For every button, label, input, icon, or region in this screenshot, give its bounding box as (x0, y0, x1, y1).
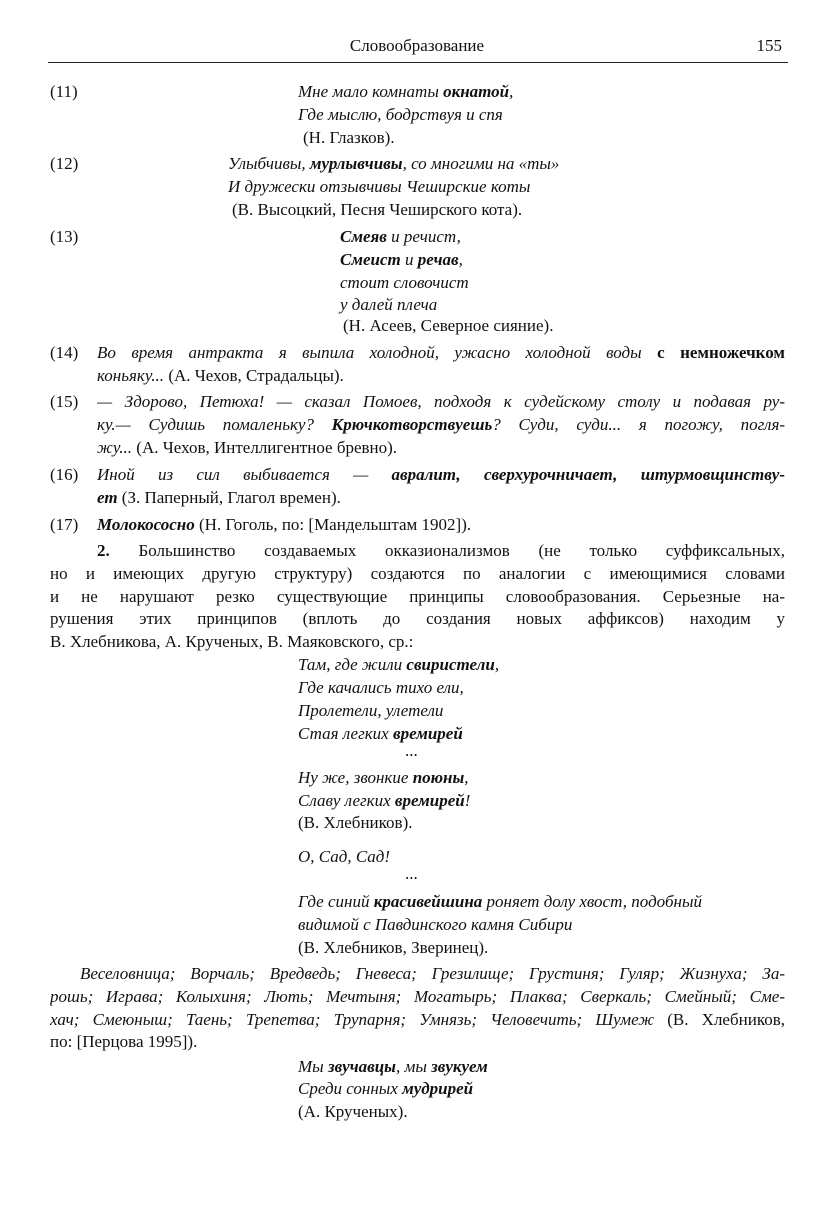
text-segment: стоит словочист (340, 273, 469, 292)
text-segment: , (458, 250, 463, 269)
text-line (298, 846, 390, 868)
text-line (97, 414, 785, 436)
text-line (50, 1031, 197, 1053)
text-line (298, 790, 470, 812)
text-line (340, 249, 463, 271)
text-line (298, 1101, 408, 1123)
emphasized-word: Крючкотворствуешь (331, 415, 493, 434)
text-line (303, 127, 395, 149)
emphasized-word: времирей (394, 791, 465, 810)
text-line (298, 700, 443, 722)
text-line (340, 226, 461, 248)
text-segment: (Н. Гоголь, по: [Мандельштам 1902]). (194, 515, 472, 534)
text-segment: коньяку... (97, 366, 169, 385)
text-segment: (В. Хлебников). (298, 813, 413, 832)
text-segment: хач; Смеюныш; Таень; Трепетва; Трупарня; Умнязь; Человечить; Шумеж (50, 1010, 655, 1029)
text-segment: , (509, 82, 514, 101)
text-line (405, 740, 418, 762)
emphasized-word: красивейшина (373, 892, 483, 911)
example-number: (13) (50, 227, 79, 246)
text-segment: Мы (298, 1057, 328, 1076)
emphasized-word: мудрирей (402, 1079, 474, 1098)
emphasized-word: Молокососно (97, 515, 195, 534)
example-number: (16) (50, 465, 79, 484)
text-line (50, 1009, 785, 1031)
example-number: (14) (50, 343, 79, 362)
text-line (80, 963, 785, 985)
text-segment: В. Хлебникова, А. Крученых, В. Маяковского, ср.: (50, 632, 414, 651)
text-line (228, 176, 530, 198)
text-line (298, 812, 412, 834)
text-line (298, 677, 464, 699)
text-line (298, 723, 463, 745)
text-segment: по: [Перцова 1995]). (50, 1032, 198, 1051)
running-title: Словообразование (349, 36, 485, 55)
text-line (340, 272, 469, 294)
header-rule (48, 62, 788, 63)
text-line (228, 153, 559, 175)
text-line (97, 540, 785, 562)
text-segment: ... (405, 741, 418, 760)
emphasized-word: окнатой (443, 82, 510, 101)
emphasized-word: авралит, сверхурочничает, штурмовщинству- (391, 465, 785, 484)
text-segment: О, Сад, Сад! (298, 847, 391, 866)
emphasized-word: звучавцы (327, 1057, 396, 1076)
text-line (298, 767, 469, 789)
example-number: (15) (50, 392, 79, 411)
text-segment: Пролетели, улетели (298, 701, 444, 720)
text-line (50, 608, 785, 630)
text-segment: , (464, 768, 469, 787)
text-segment: И дружески отзывчивы Чеширские коты (228, 177, 531, 196)
text-segment: и речист, (386, 227, 461, 246)
text-segment: и (400, 250, 418, 269)
text-segment: роняет долу хвост, подобный (482, 892, 702, 911)
text-segment: Где синий (298, 892, 374, 911)
emphasized-word: Смеист (340, 250, 401, 269)
text-line (298, 1056, 488, 1078)
text-segment: (А. Чехов, Страдальцы). (168, 366, 344, 385)
text-line (97, 365, 344, 387)
text-segment: Веселовница; Ворчаль; Вредведь; Гневеса; Грезилище; Грустиня; Гуляр; Жизнуха; За- (80, 964, 785, 983)
text-line (298, 104, 503, 126)
text-segment: Где мыслю, бодрствуя и спя (298, 105, 503, 124)
example-number: (17) (50, 515, 79, 534)
emphasized-word: времирей (392, 724, 463, 743)
text-segment: Где качались тихо ели, (298, 678, 464, 697)
text-line (50, 986, 785, 1008)
text-segment: Во время антракта я выпила холодной, ужасно холодной воды (97, 343, 658, 362)
text-segment: Среди сонных (298, 1079, 403, 1098)
text-line (298, 1078, 473, 1100)
emphasized-word: 2. (97, 541, 110, 560)
text-segment: и не нарушают резко существующие принципы словообразования. Серьезные на- (50, 587, 785, 606)
text-line (50, 631, 413, 653)
text-segment: Стая легких (298, 724, 393, 743)
emphasized-word: речав (417, 250, 459, 269)
text-segment: Иной из сил выбивается — (97, 465, 392, 484)
emphasized-word: поюны (412, 768, 465, 787)
text-segment: (З. Паперный, Глагол времен). (117, 488, 341, 507)
text-segment: жу... (97, 438, 137, 457)
text-segment: (Н. Асеев, Северное сияние). (343, 316, 554, 335)
text-line (340, 294, 437, 316)
text-segment: , (494, 655, 500, 674)
text-line (232, 199, 522, 221)
text-segment: (А. Чехов, Интеллигентное бревно). (136, 438, 398, 457)
example-number: (12) (50, 154, 79, 173)
text-segment: видимой с Павдинского камня Сибири (298, 915, 573, 934)
text-segment: , мы (395, 1057, 432, 1076)
text-line (50, 563, 785, 585)
text-segment: — Здорово, Петюха! — сказал Помоев, подходя к судейскому столу и подавая ру- (97, 392, 785, 411)
text-line (343, 315, 553, 337)
text-line (97, 391, 785, 413)
text-segment: (Н. Глазков). (303, 128, 395, 147)
text-segment: ... (405, 864, 418, 883)
emphasized-word: ет (97, 488, 118, 507)
emphasized-word: звукуем (431, 1057, 488, 1076)
text-segment: рошь; Играва; Колыхиня; Лють; Мечтыня; Могатырь; Плаква; Сверкаль; Смейный; Сме- (50, 987, 785, 1006)
emphasized-word: с немножечком (657, 343, 785, 362)
text-segment: Мне мало комнаты (298, 82, 444, 101)
text-line (97, 464, 785, 486)
text-segment: Большинство создаваемых окказионализмов (не только суффиксальных, (109, 541, 785, 560)
text-segment: ? Суди, суди... я погожу, погля- (492, 415, 785, 434)
text-segment: рушения этих принципов (вплоть до создания новых аффиксов) находим у (50, 609, 785, 628)
text-line (298, 654, 499, 676)
emphasized-word: мурлывчивы (309, 154, 403, 173)
text-segment: у далей плеча (340, 295, 438, 314)
emphasized-word: свиристели (406, 655, 495, 674)
text-segment: но и имеющих другую структуру) создаются по аналогии с имеющимися словами (50, 564, 785, 583)
text-segment: Ну же, звонкие (298, 768, 413, 787)
text-line (97, 437, 397, 459)
text-line (97, 487, 341, 509)
text-line (405, 863, 418, 885)
page-number: 155 (756, 36, 782, 55)
text-line (50, 586, 785, 608)
text-segment: (А. Крученых). (298, 1102, 408, 1121)
text-line (298, 937, 488, 959)
text-line (97, 514, 471, 536)
text-line (298, 891, 702, 913)
text-segment: ку.— Судишь помаленьку? (97, 415, 332, 434)
text-segment: , со многими на «ты» (402, 154, 560, 173)
text-segment: ! (464, 791, 471, 810)
emphasized-word: Смеяв (340, 227, 387, 246)
text-segment: Славу легких (298, 791, 395, 810)
text-segment: (В. Высоцкий, Песня Чеширского кота). (232, 200, 523, 219)
text-segment: Улыбчивы, (228, 154, 310, 173)
text-line (298, 914, 572, 936)
text-segment: Там, где жили (298, 655, 407, 674)
text-segment: (В. Хлебников, Зверинец). (298, 938, 489, 957)
example-number: (11) (50, 82, 78, 101)
text-line (298, 81, 513, 103)
text-segment: (В. Хлебников, (654, 1010, 785, 1029)
text-line (97, 342, 785, 364)
